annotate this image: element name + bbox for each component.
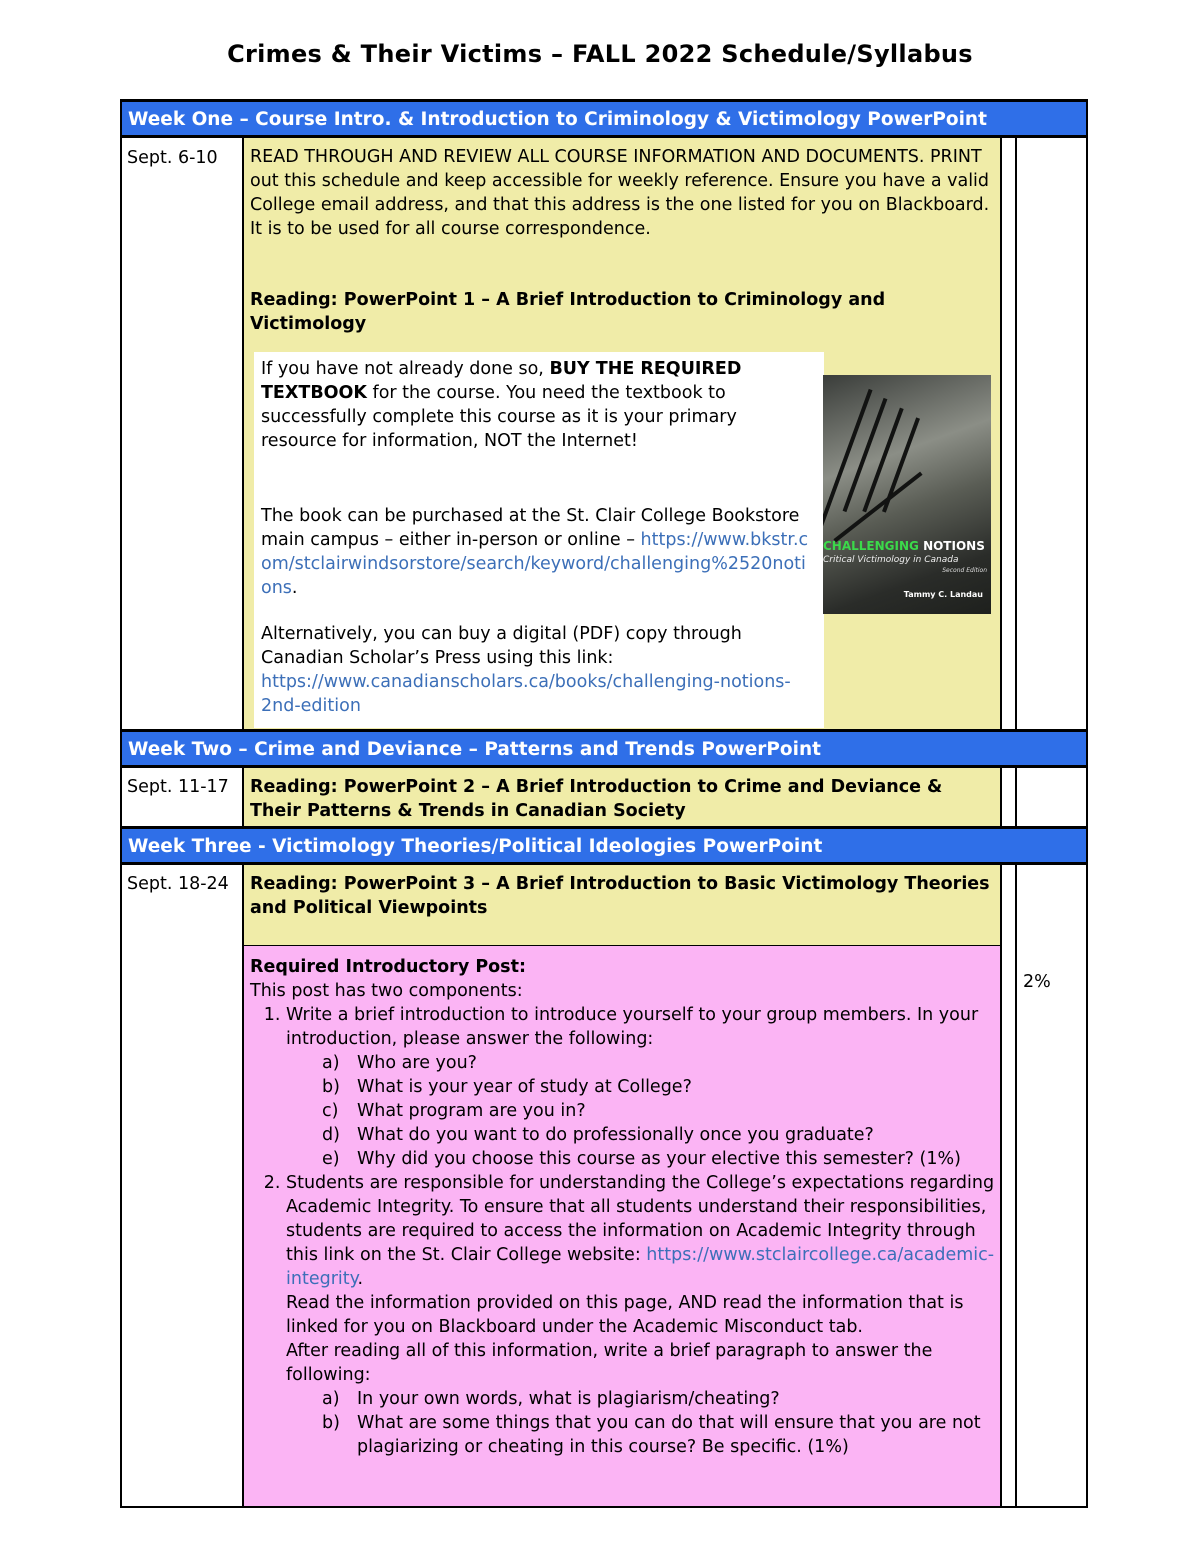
column-divider [1015,865,1017,1507]
post-components-list [250,1003,995,1459]
column-divider [242,865,244,1507]
bookstore-text: The book can be purchased at the St. Clair College Bookstore main campus – either in-person or online – [261,506,800,550]
cover-title-b: NOTIONS [923,539,985,553]
question-text: What program are you in? [357,1101,586,1121]
buy-textbook-note [261,357,811,453]
week-two-reading: Reading: PowerPoint 2 – A Brief Introduction to Crime and Deviance & Their Patterns & Trends in Canadian Society [250,777,943,821]
question-text: What are some things that you can do that will ensure that you are not plagiarizing or cheating in this course? Be specific. (1%) [357,1413,981,1457]
introductory-post-weight: 2% [1023,972,1051,992]
component-1 [286,1003,995,1171]
component-1-text: Write a brief introduction to introduce yourself to your group members. In your introduction, please answer the following: [286,1005,979,1049]
week-three-date: Sept. 18-24 [127,874,229,894]
component-2-text: Students are responsible for understanding the College’s expectations regarding Academic Integrity. To ensure that all students understand their responsibilities, students are required to access the information on Academic Integrity through this link on the St. Clair College website: [286,1173,995,1265]
digital-copy-link[interactable]: https://www.canadianscholars.ca/books/challenging-notions-2nd-edition [261,672,791,716]
question-text: What is your year of study at College? [357,1077,692,1097]
post-intro: This post has two components: [250,981,523,1001]
component-2-questions [286,1387,995,1459]
question-item [322,1411,995,1459]
question-letter: a) [322,1053,340,1073]
question-item [322,1051,995,1075]
digital-copy-note [261,622,811,718]
question-item [322,1147,995,1171]
page-title: Crimes & Their Victims – FALL 2022 Schedule/Syllabus [227,40,973,68]
question-text: Why did you choose this course as your elective this semester? (1%) [357,1149,961,1169]
question-letter: b) [322,1077,340,1097]
column-divider [1000,768,1002,827]
week-one-intro-text: READ THROUGH AND REVIEW ALL COURSE INFORMATION AND DOCUMENTS. PRINT out this schedule and keep accessible for weekly reference. Ensure you have a valid College email address, and that this address is the one listed for you on Blackboard. It is to be used for all course correspondence. [250,147,990,239]
component-2 [286,1171,995,1459]
bookstore-link[interactable]: https://www.bkstr.com/stclairwindsorstore/search/keyword/challenging%2520notions [261,530,809,598]
component-2-read: Read the information provided on this page, AND read the information that is linked for you on Blackboard under the Academic Misconduct tab. [286,1293,964,1337]
cover-subtitle: Critical Victimology in Canada [823,555,959,565]
column-divider [1015,138,1017,730]
cover-author: Tammy C. Landau [903,590,983,599]
buy-textbook-pre: If you have not already done so, [261,359,550,379]
question-item [322,1387,995,1411]
component-2-after: After reading all of this information, write a brief paragraph to answer the following: [286,1341,933,1385]
week-three-heading: Week Three - Victimology Theories/Political Ideologies PowerPoint [120,826,1088,865]
question-item [322,1099,995,1123]
cover-edition: Second Edition [942,567,987,574]
question-letter: a) [322,1389,340,1409]
column-divider [242,768,244,827]
digital-copy-text: Alternatively, you can buy a digital (PDF) copy through Canadian Scholar’s Press using this link: [261,624,742,668]
question-letter: d) [322,1125,340,1145]
component-1-questions [286,1051,995,1171]
question-letter: b) [322,1413,340,1433]
week-one-reading: Reading: PowerPoint 1 – A Brief Introduction to Criminology and Victimology [250,290,886,334]
column-divider [1000,138,1002,730]
week-one-heading: Week One – Course Intro. & Introduction to Criminology & Victimology PowerPoint [120,99,1088,138]
academic-integrity-link[interactable]: https://www.stclaircollege.ca/academic-integrity [286,1245,995,1289]
column-divider [1015,768,1017,827]
question-letter: c) [322,1101,339,1121]
week-two-heading: Week Two – Crime and Deviance – Patterns and Trends PowerPoint [120,729,1088,768]
question-item [322,1123,995,1147]
column-divider [1000,865,1002,1507]
week-two-date: Sept. 11-17 [127,777,229,797]
buy-textbook-emphasis: BUY THE REQUIRED TEXTBOOK [261,359,742,403]
row-divider [244,945,1000,946]
component-2-link-end: . [357,1269,364,1289]
table-border-right [1086,99,1088,1508]
bookstore-end: . [291,578,298,598]
week-three-reading: Reading: PowerPoint 3 – A Brief Introduction to Basic Victimology Theories and Political Viewpoints [250,874,990,918]
buy-textbook-post: for the course. You need the textbook to successfully complete this course as it is your primary resource for information, NOT the Internet! [261,383,737,451]
question-letter: e) [322,1149,340,1169]
column-divider [242,138,244,730]
textbook-cover-image [823,375,991,614]
question-text: What do you want to do professionally once you graduate? [357,1125,874,1145]
table-border-bottom [120,1506,1088,1508]
week-one-date: Sept. 6-10 [127,148,218,168]
question-item [322,1075,995,1099]
question-text: Who are you? [357,1053,477,1073]
post-title: Required Introductory Post: [250,957,526,977]
bookstore-note [261,504,811,600]
introductory-post [250,955,995,1459]
question-text: In your own words, what is plagiarism/cheating? [357,1389,780,1409]
table-border-left [120,99,122,1508]
cover-title-a: CHALLENGING [823,539,924,553]
